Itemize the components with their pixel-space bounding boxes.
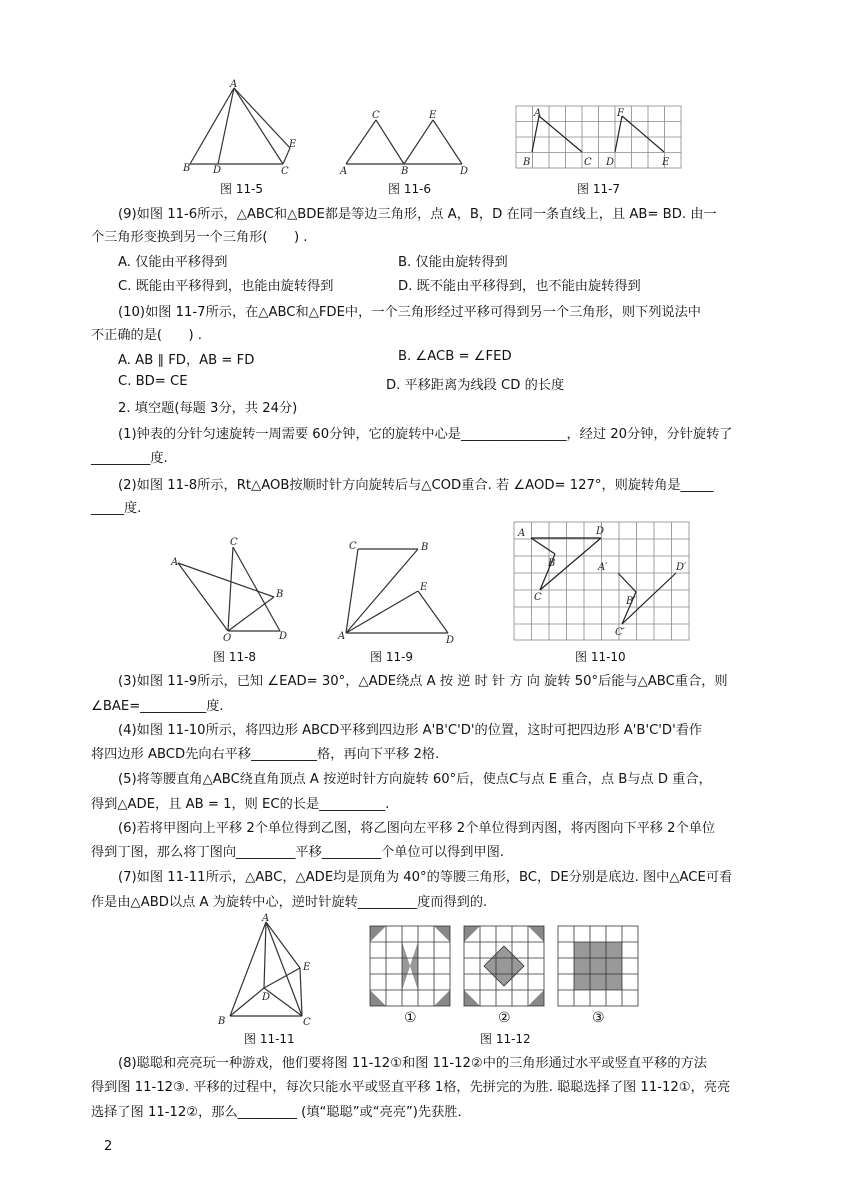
caption-11-9: 图 11-9 (370, 650, 414, 664)
svg-text:D′: D′ (676, 562, 687, 573)
svg-text:C: C (349, 541, 357, 552)
grid-label-2: ② (498, 1010, 511, 1026)
svg-text:B: B (548, 558, 556, 569)
svg-text:D: D (279, 631, 288, 642)
svg-text:C: C (303, 1017, 311, 1028)
figure-11-10 (512, 520, 692, 642)
svg-text:D: D (213, 165, 222, 176)
svg-text:A: A (230, 79, 238, 90)
svg-text:B: B (523, 157, 531, 168)
figure-11-8 (166, 535, 296, 645)
grid-label-3: ③ (592, 1010, 605, 1026)
caption-11-12: 图 11-12 (480, 1032, 531, 1046)
q10-stem-2: 不正确的是( ) . (91, 328, 202, 343)
fill-4-line-2: 将四边形 ABCD先向右平移__________格，再向下平移 2格. (91, 747, 440, 762)
fill-6-line-2: 得到丁图，那么将丁图向_________平移_________个单位可以得到甲图. (91, 845, 505, 860)
svg-text:D: D (596, 526, 605, 537)
figure-11-11 (210, 912, 322, 1030)
caption-11-5: 图 11-5 (220, 182, 264, 196)
svg-text:C′: C′ (615, 627, 625, 638)
svg-text:A: A (534, 108, 542, 119)
svg-text:D: D (262, 992, 271, 1003)
fill-6-line-1: (6)若将甲图向上平移 2个单位得到乙图，将乙图向左平移 2个单位得到丙图，将丙图向下平移 2个单位 (118, 821, 716, 836)
q9-option-a: A. 仅能由平移得到 (118, 255, 228, 270)
svg-text:O: O (223, 633, 232, 644)
caption-11-11: 图 11-11 (244, 1032, 295, 1046)
fill-5-line-1: (5)将等腰直角△ABC绕直角顶点 A 按逆时针方向旋转 60°后，使点C与点 E 重合，点 B与点 D 重合， (118, 772, 712, 787)
svg-text:D: D (606, 157, 615, 168)
caption-11-7: 图 11-7 (577, 182, 621, 196)
svg-text:C: C (230, 537, 238, 548)
fill-7-line-1: (7)如图 11-11所示，△ABC，△ADE均是顶角为 40°的等腰三角形，BC，DE分别是底边. 图中△ACE可看 (118, 870, 733, 885)
svg-text:B: B (218, 1016, 226, 1027)
svg-text:A′: A′ (598, 562, 608, 573)
fill-8-line-3: 选择了图 11-12②，那么_________ (填“聪聪”或“亮亮”)先获胜. (91, 1105, 462, 1120)
svg-text:E: E (289, 139, 297, 150)
q10-option-b: B. ∠ACB = ∠FED (398, 349, 512, 364)
svg-text:E: E (662, 157, 670, 168)
svg-text:C: C (372, 110, 380, 121)
fill-3-line-2: ∠BAE=__________度. (91, 699, 224, 714)
svg-text:A: A (171, 557, 179, 568)
fill-1-line-1: (1)钟表的分针匀速旋转一周需要 60分钟，它的旋转中心是________________，经过 20分钟，分针旋转了 (118, 427, 733, 442)
q10-stem-1: (10)如图 11-7所示，在△ABC和△FDE中，一个三角形经过平移可得到另一个三角形，则下列说法中 (118, 305, 701, 320)
svg-text:C: C (584, 157, 592, 168)
fill-2-line-2: _____度. (91, 501, 142, 516)
section-2-heading: 2. 填空题(每题 3分，共 24分) (118, 401, 298, 416)
fill-5-line-2: 得到△ADE，且 AB = 1，则 EC的长是__________. (91, 797, 390, 812)
q9-stem-2: 个三角形变换到另一个三角形( ) . (91, 230, 308, 245)
svg-text:B: B (276, 589, 284, 600)
svg-text:E: E (303, 962, 311, 973)
svg-text:A: A (262, 913, 270, 924)
fill-1-line-2: _________度. (91, 451, 168, 466)
q10-option-a: A. AB ∥ FD，AB = FD (118, 353, 255, 368)
svg-text:D: D (460, 166, 469, 177)
fill-4-line-1: (4)如图 11-10所示，将四边形 ABCD平移到四边形 A'B'C'D'的位置，这时可把四边形 A'B'C'D'看作 (118, 723, 703, 738)
caption-11-10: 图 11-10 (575, 650, 626, 664)
q10-option-c: C. BD= CE (118, 374, 188, 389)
svg-text:B: B (421, 542, 429, 553)
svg-text:C: C (534, 592, 542, 603)
svg-text:B′: B′ (626, 596, 636, 607)
svg-text:F: F (617, 108, 624, 119)
caption-11-8: 图 11-8 (213, 650, 257, 664)
svg-text:A: A (518, 528, 526, 539)
grid-label-1: ① (404, 1010, 417, 1026)
page-number: 2 (104, 1139, 113, 1154)
q9-option-c: C. 既能由平移得到，也能由旋转得到 (118, 279, 334, 294)
fill-3-line-1: (3)如图 11-9所示，已知 ∠EAD= 30°，△ADE绕点 A 按 逆 时 针 方 向 旋转 50°后能与△ABC重合，则 (118, 674, 728, 689)
svg-text:A: A (340, 166, 348, 177)
q9-stem-1: (9)如图 11-6所示，△ABC和△BDE都是等边三角形，点 A，B，D 在同一条直线上，且 AB= BD. 由一 (118, 207, 717, 222)
svg-text:C: C (281, 166, 289, 177)
figure-11-5 (178, 78, 308, 178)
q10-option-d: D. 平移距离为线段 CD 的长度 (386, 378, 565, 393)
q9-option-d: D. 既不能由平移得到，也不能由旋转得到 (398, 279, 641, 294)
svg-text:E: E (420, 582, 428, 593)
fill-8-line-1: (8)聪聪和亮亮玩一种游戏，他们要将图 11-12①和图 11-12②中的三角形通过水平或竖直平移的方法 (118, 1056, 707, 1071)
fill-2-line-1: (2)如图 11-8所示，Rt△AOB按顺时针方向旋转后与△COD重合. 若 ∠AOD= 127°，则旋转角是_____ (118, 478, 714, 493)
q9-option-b: B. 仅能由旋转得到 (398, 255, 508, 270)
figure-11-9 (336, 535, 456, 645)
svg-text:B: B (183, 163, 191, 174)
figure-11-6 (338, 106, 478, 178)
fill-8-line-2: 得到图 11-12③. 平移的过程中，每次只能水平或竖直平移 1格，先拼完的为胜. 聪聪选择了图 11-12①，亮亮 (91, 1080, 731, 1095)
svg-text:D: D (446, 635, 455, 645)
svg-text:E: E (429, 110, 437, 121)
fill-7-line-2: 作是由△ABD以点 A 为旋转中心，逆时针旋转_________度而得到的. (91, 895, 488, 910)
svg-text:B: B (401, 166, 409, 177)
svg-text:A: A (338, 631, 346, 642)
figure-11-7 (514, 104, 684, 170)
caption-11-6: 图 11-6 (388, 182, 432, 196)
